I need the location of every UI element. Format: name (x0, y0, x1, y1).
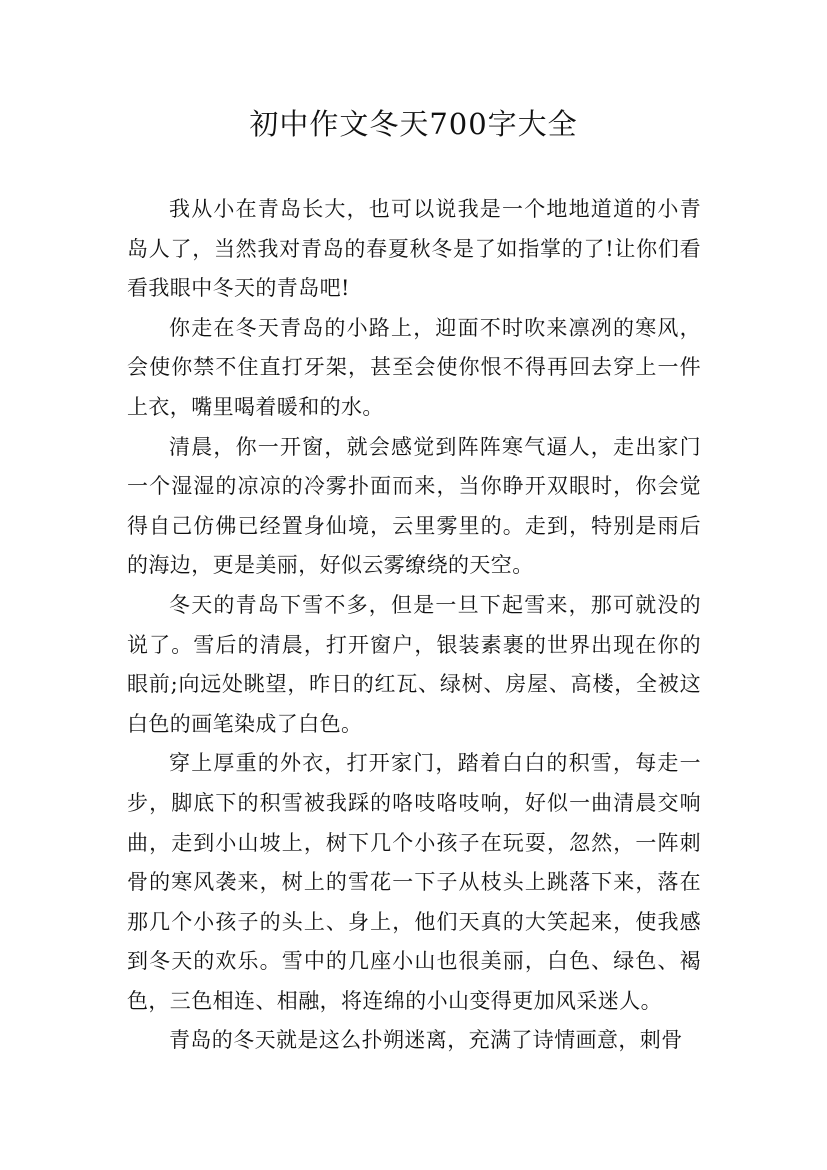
paragraph: 你走在冬天青岛的小路上，迎面不时吹来凛冽的寒风，会使你禁不住直打牙架，甚至会使你恨不得再回去穿上一件上衣，嘴里喝着暖和的水。 (127, 315, 701, 419)
paragraph: 我从小在青岛长大，也可以说我是一个地地道道的小青岛人了，当然我对青岛的春夏秋冬是了如指掌的了!让你们看看我眼中冬天的青岛吧! (127, 197, 701, 301)
paragraph: 穿上厚重的外衣，打开家门，踏着白白的积雪，每走一步，脚底下的积雪被我踩的咯吱咯吱响，好似一曲清晨交响曲，走到小山坡上，树下几个小孩子在玩耍，忽然，一阵刺骨的寒风袭来，树上的雪花一下子从枝头上跳落下来，落在那几个小孩子的头上、身上，他们天真的大笑起来，使我感到冬天的欢乐。雪中的几座小山也很美丽，白色、绿色、褐色，三色相连、相融，将连绵的小山变得更加风采迷人。 (127, 751, 701, 1013)
paragraph: 青岛的冬天就是这么扑朔迷离，充满了诗情画意，刺骨 (169, 1028, 683, 1053)
paragraph: 冬天的青岛下雪不多，但是一旦下起雪来，那可就没的说了。雪后的清晨，打开窗户，银装素裹的世界出现在你的眼前;向远处眺望，昨日的红瓦、绿树、房屋、高楼，全被这白色的画笔染成了白色。 (127, 592, 701, 736)
paragraph: 清晨，你一开窗，就会感觉到阵阵寒气逼人，走出家门一个湿湿的凉凉的冷雾扑面而来，当你睁开双眼时，你会觉得自己仿佛已经置身仙境，云里雾里的。走到，特别是雨后的海边，更是美丽，好似云雾缭绕的天空。 (127, 434, 701, 578)
document-body (127, 190, 701, 1061)
document-title: 初中作文冬天700字大全 (249, 107, 578, 141)
